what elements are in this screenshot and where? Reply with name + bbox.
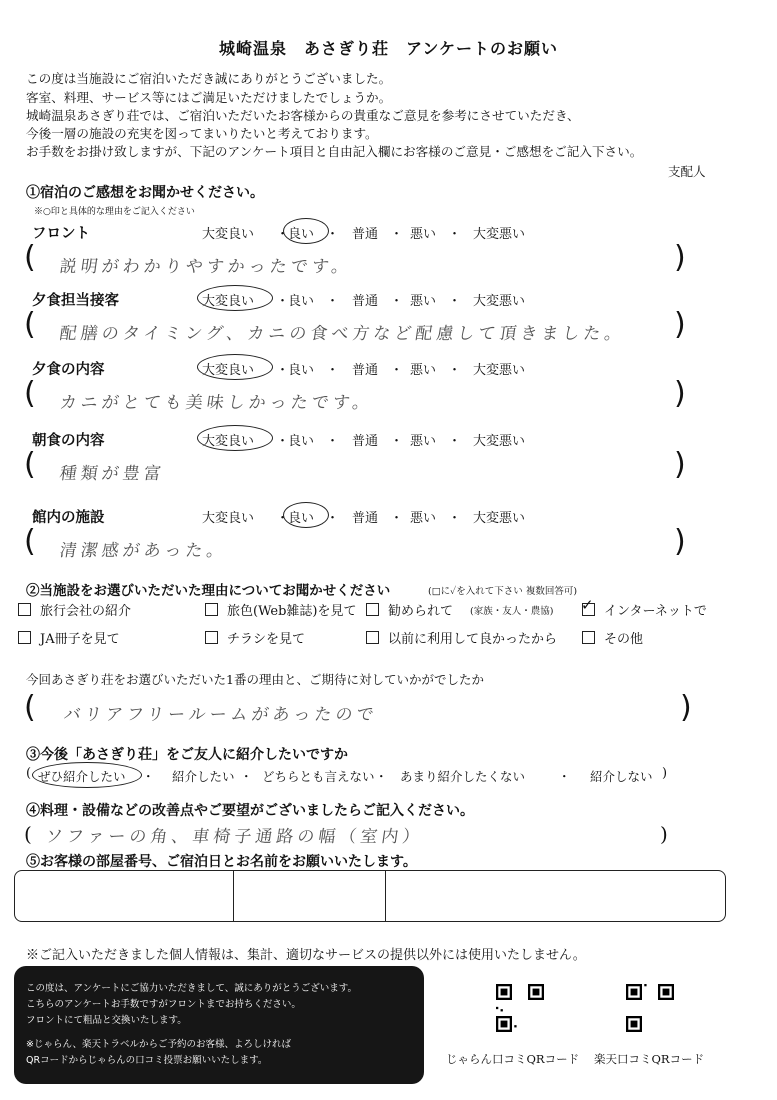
q2-option-label: チラシを見て: [227, 632, 306, 647]
q1-scale-separator: ・: [390, 434, 404, 449]
q3-separator: ・: [142, 769, 155, 784]
q1-scale-option[interactable]: 普通: [352, 227, 379, 242]
q2-option-label: インターネットで: [604, 604, 707, 619]
q3-title: ③今後「あさぎり荘」をご友人に紹介したいですか: [26, 747, 348, 763]
q2-option-label: 以前に利用して良かったから: [388, 632, 558, 647]
q1-scale-option[interactable]: 大変悪い: [473, 294, 526, 309]
q2-checkbox[interactable]: [205, 603, 218, 616]
q1-scale-separator: ・: [390, 227, 404, 242]
q1-scale-separator: ・: [276, 511, 290, 526]
q3-option[interactable]: 紹介したい: [172, 769, 235, 784]
intro-line-2: 客室、料理、サービス等にはご満足いただけましたでしょうか。: [26, 90, 392, 105]
reason-close-paren: ): [680, 690, 692, 725]
privacy-note: ※ご記入いただきました個人情報は、集計、適切なサービスの提供以外には使用いたしません。: [26, 948, 586, 963]
guest-info-divider-1: [233, 871, 234, 921]
jalan-qr-code[interactable]: [496, 984, 544, 1032]
q1-scale-option[interactable]: 良い: [288, 294, 315, 309]
q1-comment-close-paren: ): [674, 447, 686, 482]
q1-scale-option[interactable]: 普通: [352, 363, 379, 378]
q1-comment-close-paren: ): [674, 376, 686, 411]
rakuten-qr-code[interactable]: [626, 984, 674, 1032]
q1-comment[interactable]: 清潔感があった。: [58, 541, 229, 561]
q1-comment[interactable]: 説明がわかりやすかったです。: [58, 257, 354, 277]
q1-scale-separator: ・: [276, 227, 290, 242]
q1-scale-option[interactable]: 悪い: [410, 227, 437, 242]
q1-scale-separator: ・: [448, 511, 462, 526]
q1-comment-close-paren: ): [674, 240, 686, 275]
q1-scale-option[interactable]: 良い: [288, 363, 315, 378]
q2-checkbox[interactable]: [366, 631, 379, 644]
q2-option-label: その他: [604, 632, 644, 647]
q3-option[interactable]: ぜひ紹介したい: [38, 769, 126, 784]
thanks-line-2: こちらのアンケートお手数ですがフロントまでお持ちください。: [26, 999, 301, 1010]
q1-scale-separator: ・: [448, 227, 462, 242]
thanks-box: [14, 966, 424, 1084]
q3-option[interactable]: あまり紹介したくない: [400, 769, 526, 784]
q3-separator: ・: [558, 769, 571, 784]
q3-open-paren: (: [26, 766, 32, 781]
q1-scale-option[interactable]: 普通: [352, 511, 379, 526]
q1-comment-close-paren: ): [674, 524, 686, 559]
q1-comment-open-paren: (: [24, 524, 36, 559]
q1-selected-circle: [283, 218, 329, 244]
q1-comment-open-paren: (: [24, 376, 36, 411]
q1-comment[interactable]: カニがとても美味しかったです。: [58, 393, 375, 413]
jalan-qr-label: じゃらん口コミQRコード: [446, 1052, 580, 1066]
q1-item-label: フロント: [32, 225, 90, 242]
q4-title: ④料理・設備などの改善点やご要望がございましたらご記入ください。: [26, 803, 474, 819]
q1-scale-option[interactable]: 良い: [288, 434, 315, 449]
intro-line-3: 城崎温泉あさぎり荘では、ご宿泊いただいたお客様からの貴重なご意見を参考にさせていただき、: [26, 108, 580, 123]
q1-selected-circle: [197, 285, 273, 311]
reason-open-paren: (: [24, 690, 36, 725]
q4-close-paren: ): [660, 822, 668, 846]
q3-close-paren: ): [662, 766, 668, 781]
q1-scale-option[interactable]: 悪い: [410, 434, 437, 449]
q2-checkbox[interactable]: [582, 631, 595, 644]
reason-answer[interactable]: バリアフリールームがあったので: [62, 705, 379, 725]
q1-item-label: 夕食担当接客: [32, 292, 119, 309]
q1-scale-option[interactable]: 大変悪い: [473, 363, 526, 378]
q1-item-label: 朝食の内容: [32, 432, 105, 449]
q1-scale-option[interactable]: 悪い: [410, 511, 437, 526]
q1-scale-separator: ・: [326, 434, 340, 449]
q1-scale-separator: ・: [390, 294, 404, 309]
q1-comment[interactable]: 種類が豊富: [58, 464, 167, 484]
q1-scale-separator: ・: [276, 294, 290, 309]
q1-scale-separator: ・: [448, 294, 462, 309]
q3-separator: ・: [240, 769, 253, 784]
q1-selected-circle: [283, 502, 329, 528]
q2-checkbox[interactable]: [205, 631, 218, 644]
q2-option-sub: (家族・友人・農協): [470, 606, 554, 617]
q3-selected-circle: [32, 762, 142, 788]
q1-scale-option[interactable]: 良い: [288, 227, 315, 242]
rakuten-qr-label: 楽天口コミQRコード: [594, 1052, 705, 1066]
q1-item-label: 夕食の内容: [32, 361, 105, 378]
guest-info-box[interactable]: [14, 870, 726, 922]
q1-scale-separator: ・: [390, 363, 404, 378]
q1-scale-option[interactable]: 普通: [352, 294, 379, 309]
thanks-line-1: この度は、アンケートにご協力いただきまして、誠にありがとうございます。: [26, 983, 357, 994]
q2-note: (□に✓を入れて下さい 複数回答可): [428, 586, 578, 597]
intro-line-4: 今後一層の施設の充実を図ってまいりたいと考えております。: [26, 126, 378, 141]
q2-checkbox[interactable]: [366, 603, 379, 616]
signer: 支配人: [668, 164, 706, 179]
q1-scale-separator: ・: [326, 227, 340, 242]
q1-scale-option[interactable]: 大変良い: [202, 227, 255, 242]
q1-comment[interactable]: 配膳のタイミング、カニの食べ方など配慮して頂きました。: [58, 324, 627, 344]
q1-comment-open-paren: (: [24, 447, 36, 482]
q1-scale-option[interactable]: 大変悪い: [473, 434, 526, 449]
q1-comment-open-paren: (: [24, 307, 36, 342]
q3-option[interactable]: 紹介しない: [590, 769, 653, 784]
q2-checkbox[interactable]: [18, 631, 31, 644]
checkmark-icon: ✓: [581, 596, 594, 614]
q1-scale-separator: ・: [448, 363, 462, 378]
q1-comment-open-paren: (: [24, 240, 36, 275]
q1-scale-option[interactable]: 良い: [288, 511, 315, 526]
q1-selected-circle: [197, 354, 273, 380]
q4-answer[interactable]: ソファーの角、車椅子通路の幅（室内）: [44, 827, 425, 847]
q1-scale-option[interactable]: 大変悪い: [473, 227, 526, 242]
jalan-qr-graphic: [496, 984, 544, 1032]
q1-scale-separator: ・: [326, 294, 340, 309]
reason-title: 今回あさぎり荘をお選びいただいた1番の理由と、ご期待に対していかがでしたか: [26, 672, 484, 687]
q2-checkbox[interactable]: [18, 603, 31, 616]
intro-line-5: お手数をお掛け致しますが、下記のアンケート項目と自由記入欄にお客様のご意見・ご感想をご記入下さい。: [26, 144, 643, 159]
q2-option-label: 旅行会社の紹介: [40, 604, 132, 619]
rakuten-qr-graphic: [626, 984, 674, 1032]
q1-note: ※○印と具体的な理由をご記入ください: [34, 207, 195, 217]
q1-title: ①宿泊のご感想をお聞かせください。: [26, 185, 264, 201]
q1-scale-separator: ・: [390, 511, 404, 526]
guest-info-divider-2: [385, 871, 386, 921]
q1-scale-option[interactable]: 悪い: [410, 294, 437, 309]
thanks-line-3: フロントにて粗品と交換いたします。: [26, 1015, 187, 1026]
q1-scale-option[interactable]: 大変良い: [202, 511, 255, 526]
q2-option-label: JA冊子を見て: [40, 632, 120, 647]
q1-scale-separator: ・: [326, 363, 340, 378]
q1-scale-option[interactable]: 大変悪い: [473, 511, 526, 526]
q5-title: ⑤お客様の部屋番号、ご宿泊日とお名前をお願いいたします。: [26, 854, 417, 870]
thanks-line-4: ※じゃらん、楽天トラベルからご予約のお客様、よろしければ: [26, 1039, 292, 1050]
q1-scale-option[interactable]: 普通: [352, 434, 379, 449]
q1-comment-close-paren: ): [674, 307, 686, 342]
q1-scale-option[interactable]: 悪い: [410, 363, 437, 378]
q1-selected-circle: [197, 425, 273, 451]
q1-scale-option[interactable]: 大変良い: [202, 294, 255, 309]
thanks-line-5: QRコードからじゃらんの口コミ投票お願いいたします。: [26, 1055, 268, 1066]
q1-scale-separator: ・: [448, 434, 462, 449]
q3-option[interactable]: どちらとも言えない: [262, 769, 375, 784]
page-title: 城崎温泉 あさぎり荘 アンケートのお願い: [218, 39, 559, 58]
q2-title: ②当施設をお選びいただいた理由についてお聞かせください: [26, 583, 391, 599]
q2-option-label: 勧められて: [388, 604, 454, 619]
intro-line-1: この度は当施設にご宿泊いただき誠にありがとうございました。: [26, 71, 392, 86]
q1-scale-separator: ・: [276, 434, 290, 449]
q1-scale-option[interactable]: 大変良い: [202, 434, 255, 449]
q1-scale-option[interactable]: 大変良い: [202, 363, 255, 378]
q1-scale-separator: ・: [326, 511, 340, 526]
q1-item-label: 館内の施設: [32, 509, 105, 526]
q2-option-label: 旅色(Web雑誌)を見て: [227, 604, 357, 619]
q1-scale-separator: ・: [276, 363, 290, 378]
q4-open-paren: (: [24, 822, 32, 846]
q3-separator: ・: [375, 769, 388, 784]
